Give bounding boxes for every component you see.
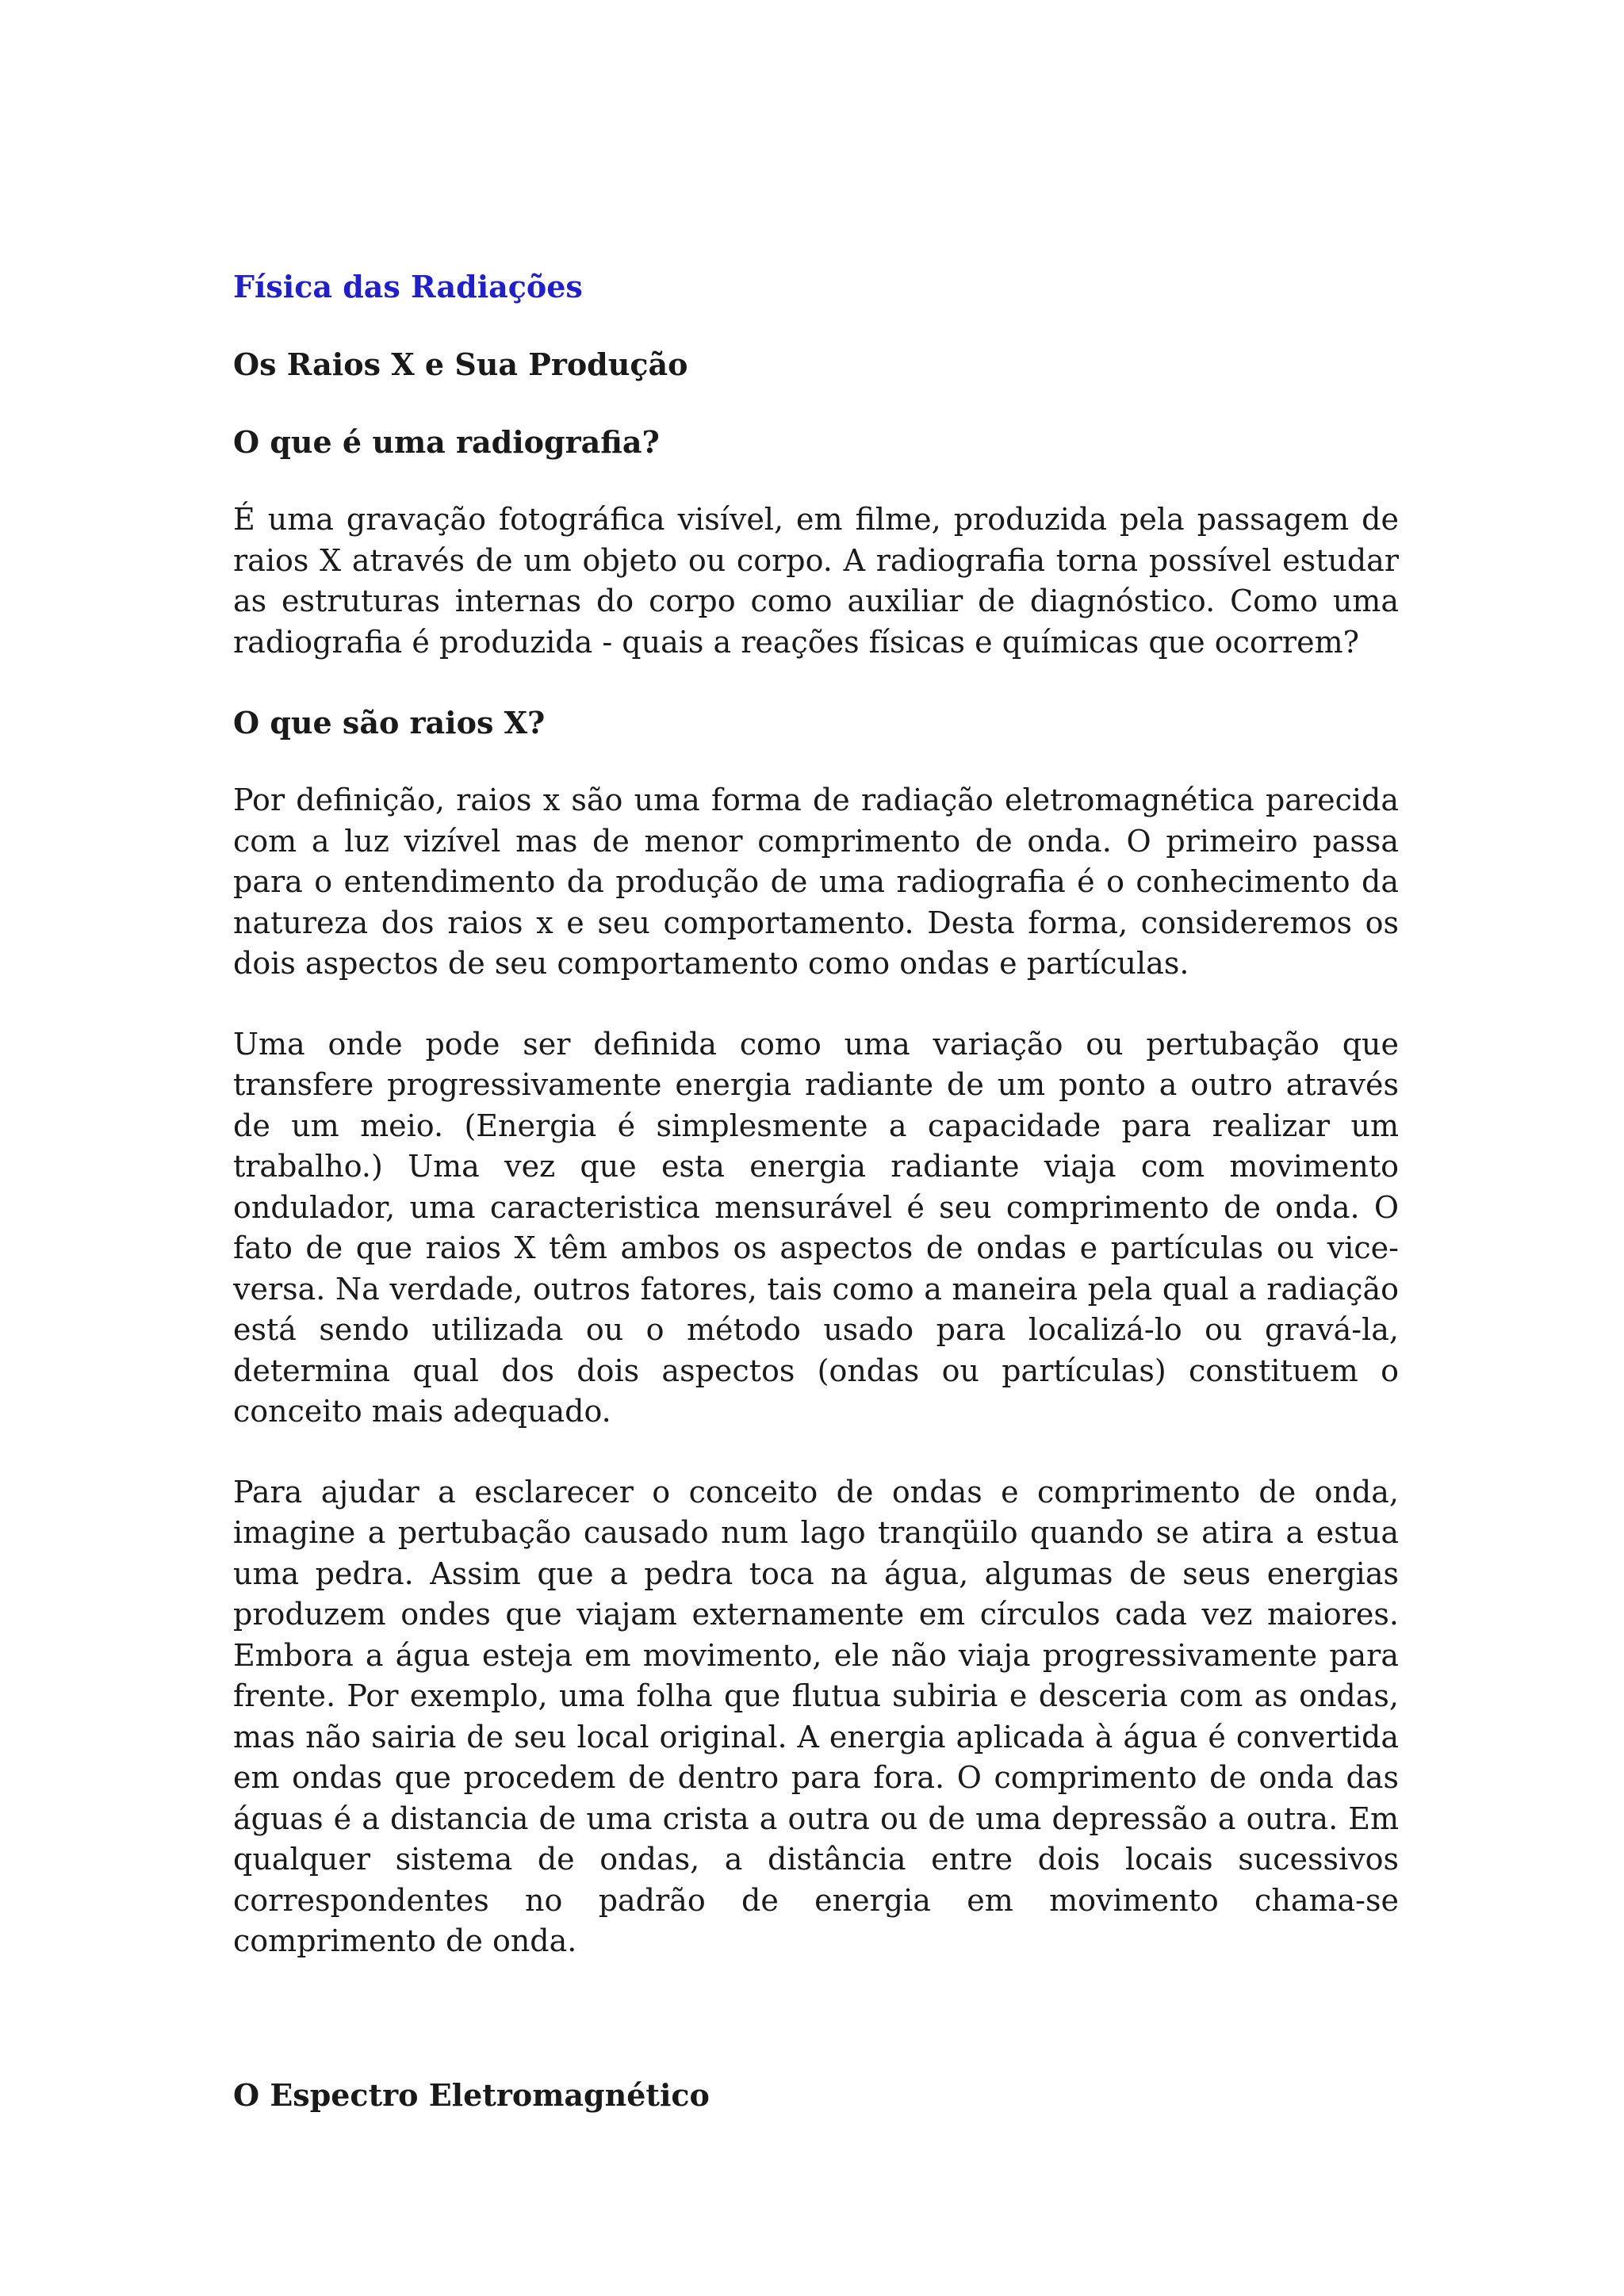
- document-body: [233, 266, 1399, 2152]
- paragraph-wave-definition: Uma onde pode ser definida como uma variação ou pertubação que transfere progressivamente energia radiante de um ponto a outro através de um meio. (Energia é simplesmente a capacidade para realizar um trabalho.) Uma vez que esta energia radiante viaja com movimento ondulador, uma caracteristica mensurável é seu comprimento de onda. O fato de que raios X têm ambos os aspectos de ondas e partículas ou vice-versa. Na verdade, outros fatores, tais como a maneira pela qual a radiação está sendo utilizada ou o método usado para localizá-lo ou gravá-la, determina qual dos dois aspectos (ondas ou partículas) constituem o conceito mais adequado.: [233, 1026, 1399, 1429]
- section-heading-xray-production: Os Raios X e Sua Produção: [233, 346, 688, 382]
- spacer: [233, 2002, 1399, 2075]
- paragraph-wavelength-example: Para ajudar a esclarecer o conceito de ondas e comprimento de onda, imagine a pertubação causado num lago tranqüilo quando se atira a estua uma pedra. Assim que a pedra toca na água, algumas de seus energias produzem ondes que viajam externamente em círculos cada vez maiores. Embora a água esteja em movimento, ele não viaja progressivamente para frente. Por exemplo, uma folha que flutua subiria e desceria com as ondas, mas não sairia de seu local original. A energia aplicada à água é convertida em ondas que procedem de dentro para fora. O comprimento de onda das águas é a distancia de uma crista a outra ou de uma depressão a outra. Em qualquer sistema de ondas, a distância entre dois locais sucessivos correspondentes no padrão de energia em movimento chama-se comprimento de onda.: [233, 1474, 1399, 1958]
- paragraph-radiography-definition: É uma gravação fotográfica visível, em filme, produzida pela passagem de raios X através de um objeto ou corpo. A radiografia torna possível estudar as estruturas internas do corpo como auxiliar de diagnóstico. Como uma radiografia é produzida - quais a reações físicas e químicas que ocorrem?: [233, 502, 1399, 660]
- document-title: Física das Radiações: [233, 269, 583, 304]
- section-heading-electromagnetic-spectrum: O Espectro Eletromagnético: [233, 2076, 710, 2113]
- question-what-is-radiography: O que é uma radiografia?: [233, 424, 660, 460]
- question-what-are-xrays: O que são raios X?: [233, 705, 546, 740]
- paragraph-xray-definition: Por definição, raios x são uma forma de radiação eletromagnética parecida com a luz vizível mas de menor comprimento de onda. O primeiro passa para o entendimento da produção de uma radiografia é o conhecimento da natureza dos raios x e seu comportamento. Desta forma, consideremos os dois aspectos de seu comportamento como ondas e partículas.: [233, 783, 1399, 981]
